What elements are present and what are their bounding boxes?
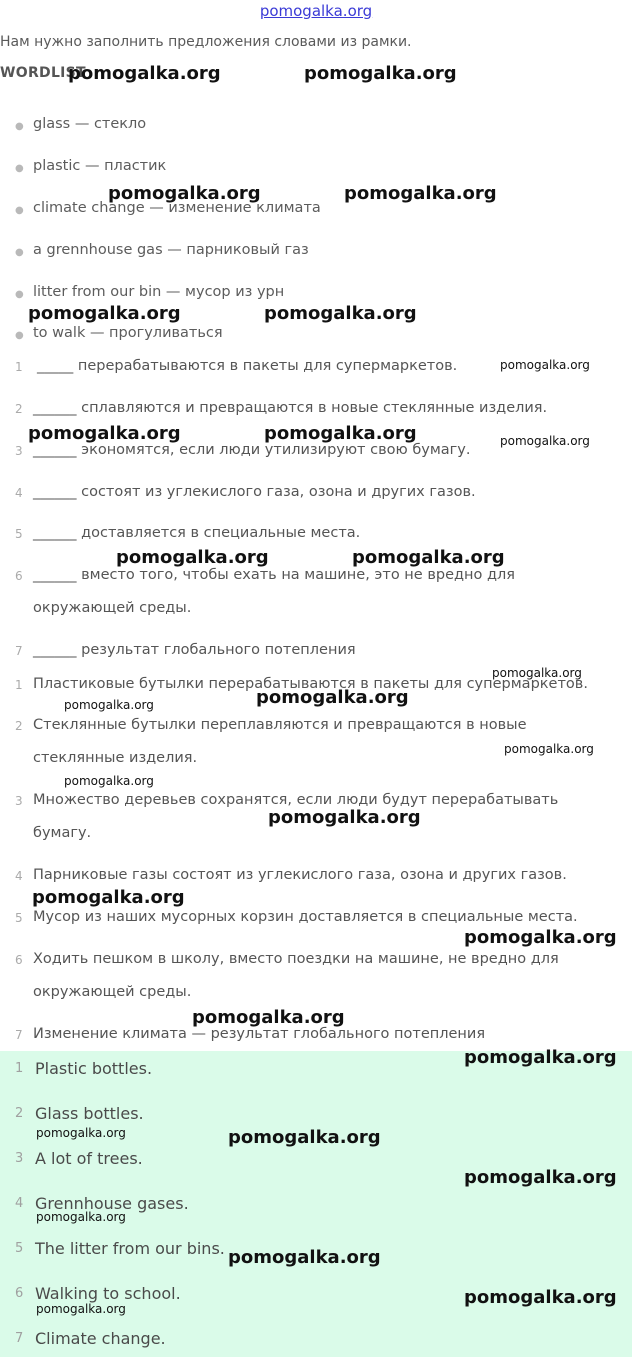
intro-text: Нам нужно заполнить предложения словами из рамки.: [0, 34, 412, 50]
watermark: pomogalka.org: [108, 183, 261, 204]
bullet-icon: ●: [15, 163, 24, 174]
watermark: pomogalka.org: [228, 1247, 381, 1268]
answer-text: Walking to school.: [35, 1284, 181, 1303]
watermark: pomogalka.org: [36, 1302, 126, 1316]
answer-text: Climate change.: [35, 1329, 166, 1348]
watermark: pomogalka.org: [68, 63, 221, 84]
answer-text: A lot of trees.: [35, 1149, 143, 1168]
exercise-sentence-cont: окружающей среды.: [33, 600, 192, 616]
translation-sentence: Пластиковые бутылки перерабатываются в пакеты для супермаркетов.: [33, 676, 588, 692]
watermark: pomogalka.org: [64, 698, 154, 712]
exercise-sentence: ______ вместо того, чтобы ехать на машине, это не вредно для: [33, 567, 515, 583]
exercise-sentence: ______ доставляется в специальные места.: [33, 525, 361, 541]
watermark: pomogalka.org: [464, 1287, 617, 1308]
translation-number: 1: [15, 678, 23, 692]
exercise-sentence: ______ сплавляются и превращаются в новые стеклянные изделия.: [33, 400, 548, 416]
answer-number: 7: [15, 1331, 24, 1346]
watermark: pomogalka.org: [464, 1167, 617, 1188]
watermark: pomogalka.org: [28, 423, 181, 444]
watermark: pomogalka.org: [492, 666, 582, 680]
exercise-number: 6: [15, 569, 23, 583]
site-header-link[interactable]: pomogalka.org: [259, 2, 373, 20]
translation-number: 2: [15, 719, 23, 733]
translation-sentence-cont: стеклянные изделия.: [33, 750, 198, 766]
translation-number: 7: [15, 1028, 23, 1042]
watermark: pomogalka.org: [256, 687, 409, 708]
watermark: pomogalka.org: [504, 742, 594, 756]
answer-number: 5: [15, 1241, 24, 1256]
wordlist-item: plastic — пластик: [33, 158, 167, 174]
exercise-number: 1: [15, 360, 23, 374]
translation-sentence-cont: бумагу.: [33, 825, 92, 841]
answer-text: The litter from our bins.: [35, 1239, 225, 1258]
wordlist-title: WORDLIST: [0, 65, 86, 81]
translation-number: 6: [15, 953, 23, 967]
translation-sentence: Множество деревьев сохранятся, если люди будут перерабатывать: [33, 792, 559, 808]
exercise-number: 3: [15, 444, 23, 458]
watermark: pomogalka.org: [344, 183, 497, 204]
answer-number: 3: [15, 1151, 24, 1166]
answer-text: Glass bottles.: [35, 1104, 144, 1123]
watermark: pomogalka.org: [28, 303, 181, 324]
watermark: pomogalka.org: [32, 887, 185, 908]
exercise-number: 4: [15, 486, 23, 500]
watermark: pomogalka.org: [36, 1126, 126, 1140]
translation-number: 4: [15, 869, 23, 883]
translation-number: 5: [15, 911, 23, 925]
wordlist-item: climate change — изменение климата: [33, 200, 321, 216]
watermark: pomogalka.org: [116, 547, 269, 568]
answer-number: 6: [15, 1286, 24, 1301]
bullet-icon: ●: [15, 205, 24, 216]
exercise-sentence: _____ перерабатываются в пакеты для супермаркетов.: [37, 358, 458, 374]
watermark: pomogalka.org: [464, 927, 617, 948]
answer-number: 1: [15, 1061, 24, 1076]
exercise-number: 7: [15, 644, 23, 658]
translation-sentence: Парниковые газы состоят из углекислого газа, озона и других газов.: [33, 867, 567, 883]
translation-sentence: Мусор из наших мусорных корзин доставляется в специальные места.: [33, 909, 578, 925]
exercise-sentence: ______ экономятся, если люди утилизируют свою бумагу.: [33, 442, 471, 458]
translation-sentence-cont: окружающей среды.: [33, 984, 192, 1000]
translation-sentence: Изменение климата — результат глобального потепления: [33, 1026, 486, 1042]
translation-number: 3: [15, 794, 23, 808]
watermark: pomogalka.org: [464, 1047, 617, 1068]
wordlist-item: litter from our bin — мусор из урн: [33, 284, 285, 300]
wordlist-item: to walk — прогуливаться: [33, 325, 223, 341]
exercise-sentence: ______ состоят из углекислого газа, озона и других газов.: [33, 484, 476, 500]
watermark: pomogalka.org: [304, 63, 457, 84]
watermark: pomogalka.org: [264, 423, 417, 444]
watermark: pomogalka.org: [352, 547, 505, 568]
translation-sentence: Ходить пешком в школу, вместо поездки на машине, не вредно для: [33, 951, 559, 967]
wordlist-item: glass — стекло: [33, 116, 147, 132]
exercise-number: 5: [15, 527, 23, 541]
bullet-icon: ●: [15, 330, 24, 341]
exercise-sentence: ______ результат глобального потепления: [33, 642, 356, 658]
bullet-icon: ●: [15, 289, 24, 300]
bullet-icon: ●: [15, 247, 24, 258]
watermark: pomogalka.org: [192, 1007, 345, 1028]
watermark: pomogalka.org: [228, 1127, 381, 1148]
answer-text: Plastic bottles.: [35, 1059, 153, 1078]
bullet-icon: ●: [15, 121, 24, 132]
wordlist-item: a grennhouse gas — парниковый газ: [33, 242, 309, 258]
translation-sentence: Стеклянные бутылки переплавляются и превращаются в новые: [33, 717, 527, 733]
exercise-number: 2: [15, 402, 23, 416]
watermark: pomogalka.org: [500, 358, 590, 372]
watermark: pomogalka.org: [64, 774, 154, 788]
watermark: pomogalka.org: [268, 807, 421, 828]
watermark: pomogalka.org: [264, 303, 417, 324]
watermark: pomogalka.org: [500, 434, 590, 448]
watermark: pomogalka.org: [36, 1210, 126, 1224]
answer-number: 4: [15, 1196, 24, 1211]
answer-number: 2: [15, 1106, 24, 1121]
answer-text: Grennhouse gases.: [35, 1194, 189, 1213]
